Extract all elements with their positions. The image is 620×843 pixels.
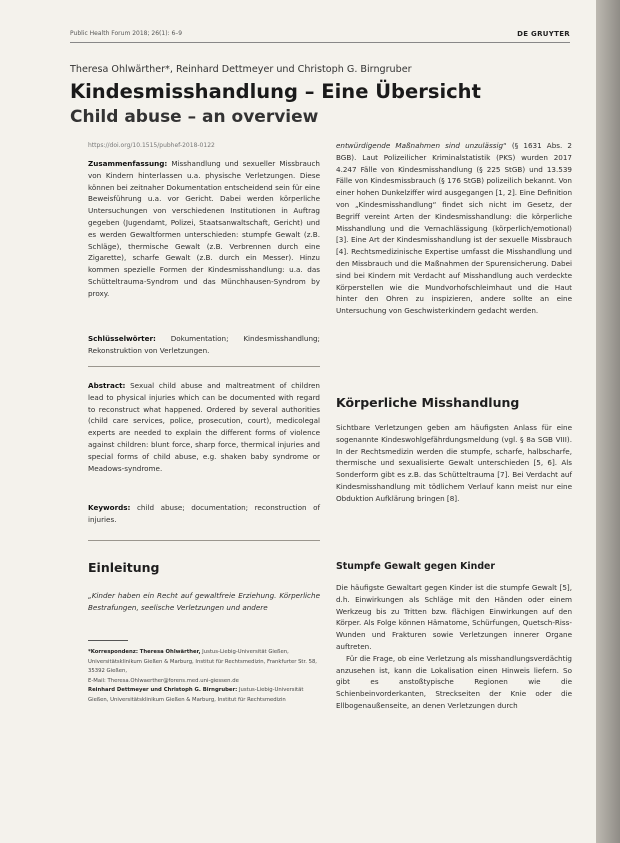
heading-koerperliche-misshandlung: Körperliche Misshandlung: [336, 395, 520, 410]
running-header: [70, 30, 570, 46]
intro-continuation-text: “ (§ 1631 Abs. 2 BGB). Laut Polizeilicher Kriminalstatistik (PKS) wurden 2017 4.247 Fälle von Kindesmisshandlung (§ 225 StGB) und 13.539 Fälle von Kindesmissbrauch (§ 176 StGB) polizeilich bekannt. Von einer hohen Dunkelziffer wird ausgegangen [1, 2]. Eine Definition von „Kindesmisshandlung“ findet sich nicht im Gesetz, der Begriff vereint Arten der Kindesmisshandlung: die körperliche Misshandlung und die Vernachlässigung (körperlich/emotional) [3]. Eine Art der Kindesmisshandlung ist der sexuelle Missbrauch [4]. Rechtsmedizinische Expertise umfasst die Misshandlung und den Missbrauch und die Maßnahmen der Spurensicherung. Dabei sind bei Kindern mit Verdacht auf Misshandlung auch verdeckte Körperstellen wie die Mundvorhofschleimhaut und die Haut hinter den Ohren zu inspizieren, andere sollte an eine Untersuchung von Geschwisterkindern gedacht werden.: [336, 141, 572, 316]
heading-einleitung: Einleitung: [88, 560, 160, 575]
header-rule: [70, 42, 570, 43]
section-divider: [88, 366, 320, 367]
correspondence-label: *Korrespondenz: Theresa Ohlwärther,: [88, 649, 201, 655]
keywords-german-label: Schlüsselwörter:: [88, 334, 156, 343]
stumpfe-paragraph-2: Für die Frage, ob eine Verletzung als misshandlungsverdächtig anzusehen ist, kann die Lokalisation einen Hinweis liefern. So gibt es anstoßtypische Regionen wie die Schienbeinvorderkanten, Streckseiten der Knie oder die Ellbogenaußenseite, an denen Verletzungen durch: [336, 653, 572, 710]
correspondence-address: Justus-Liebig-Universität Gießen, Universitätsklinikum Gießen & Marburg, Institut für Rechtsmedizin, Frankfurter Str. 58, 35392 Gießen,: [88, 649, 317, 674]
keywords-english: [88, 502, 320, 526]
abstract-english-label: Abstract:: [88, 381, 126, 390]
heading-stumpfe-gewalt: Stumpfe Gewalt gegen Kinder: [336, 561, 496, 572]
footnote-rule: [88, 640, 128, 641]
keywords-english-text: child abuse; documentation; reconstruction of injuries.: [88, 503, 320, 524]
abstract-english-text: Sexual child abuse and maltreatment of children lead to physical injuries which can be documented with regard to reconstruct what happened. Ordered by several authorities (child care services, police, prosecution, court), medicolegal experts are needed to explain the different forms of violence against children: blunt force, sharp force, thermical injuries and special forms of child abuse, e.g. shaken baby syndrome or Meadows-syndrome.: [88, 381, 320, 473]
intro-continuation: [336, 140, 572, 317]
article-subtitle: Child abuse – an overview: [70, 107, 319, 127]
abstract-german: [88, 158, 320, 300]
section-divider: [88, 540, 320, 541]
keywords-english-label: Keywords:: [88, 503, 131, 512]
keywords-german: [88, 333, 320, 357]
coauthors-affiliation: Justus-Liebig-Universität Gießen, Universitätsklinikum Gießen & Marburg, Institut für Rechtsmedizin: [88, 687, 304, 703]
correspondence-email[interactable]: E-Mail: Theresa.Ohlwaerther@forens.med.uni-giessen.de: [88, 677, 239, 684]
abstract-english: [88, 380, 320, 474]
abstract-german-label: Zusammenfassung:: [88, 159, 168, 168]
intro-quote-end: entwürdigende Maßnahmen sind unzulässig: [336, 141, 504, 150]
article-title: Kindesmisshandlung – Eine Übersicht: [70, 80, 481, 103]
coauthors-label: Reinhard Dettmeyer und Christoph G. Birngruber:: [88, 687, 238, 693]
einleitung-text: [88, 590, 320, 614]
correspondence-note: [88, 648, 320, 705]
stumpfe-paragraph-1: Die häufigste Gewaltart gegen Kinder ist die stumpfe Gewalt [5], d.h. Einwirkungen als Schläge mit den Händen oder einem Werkzeug bis zu Tritten bzw. flächigen Einwirkungen auf den Körper. Als Folge können Hämatome, Schürfungen, Quetsch-Riss-Wunden und Frakturen sowie Verletzungen innerer Organe auftreten.: [336, 583, 572, 651]
keywords-german-text: Dokumentation; Kindesmisshandlung; Rekonstruktion von Verletzungen.: [88, 334, 320, 355]
koerperliche-text: Sichtbare Verletzungen geben am häufigsten Anlass für eine sogenannte Kindeswohlgefährdungsmeldung (vgl. § 8a SGB VIII). In der Rechtsmedizin werden die stumpfe, scharfe, halbscharfe, thermische und sexualisierte Gewalt unterschieden [5, 6]. Als Sonderform gibt es z.B. das Schütteltrauma [7]. Bei Verdacht auf Kindesmisshandlung mit tödlichem Verlauf kann meist nur eine Obduktion Aufklärung bringen [8].: [336, 423, 572, 503]
page-edge-shadow: [596, 0, 620, 843]
stumpfe-text: [336, 582, 572, 712]
author-line: Theresa Ohlwärther*, Reinhard Dettmeyer und Christoph G. Birngruber: [70, 64, 412, 75]
abstract-german-text: Misshandlung und sexueller Missbrauch von Kindern hinterlassen u.a. physische Verletzungen. Diese können bei zeitnaher Dokumentation entscheidend sein für eine Beweisführung u.a. vor Gericht. Dabei werden körperliche Untersuchungen von verschiedenen Institutionen in Auftrag gegeben (Jugendamt, Polizei, Staatsanwaltschaft, Gericht) und es werden Gewaltformen unterschieden: stumpfe Gewalt (z.B. Schläge), thermische Gewalt (z.B. Verbrennen durch eine Zigarette), scharfe Gewalt (z.B. durch ein Messer). Hinzu kommen spezielle Formen der Kindesmisshandlung: u.a. das Schütteltrauma-Syndrom und das Münchhausen-Syndrom by proxy.: [88, 159, 320, 298]
journal-citation: Public Health Forum 2018; 26(1): 6–9: [70, 30, 183, 37]
publisher-logo: DE GRUYTER: [517, 30, 570, 38]
einleitung-quote: „Kinder haben ein Recht auf gewaltfreie Erziehung. Körperliche Bestrafungen, seelische Verletzungen und andere: [88, 591, 320, 612]
doi-link[interactable]: https://doi.org/10.1515/pubhef-2018-0122: [88, 142, 215, 149]
